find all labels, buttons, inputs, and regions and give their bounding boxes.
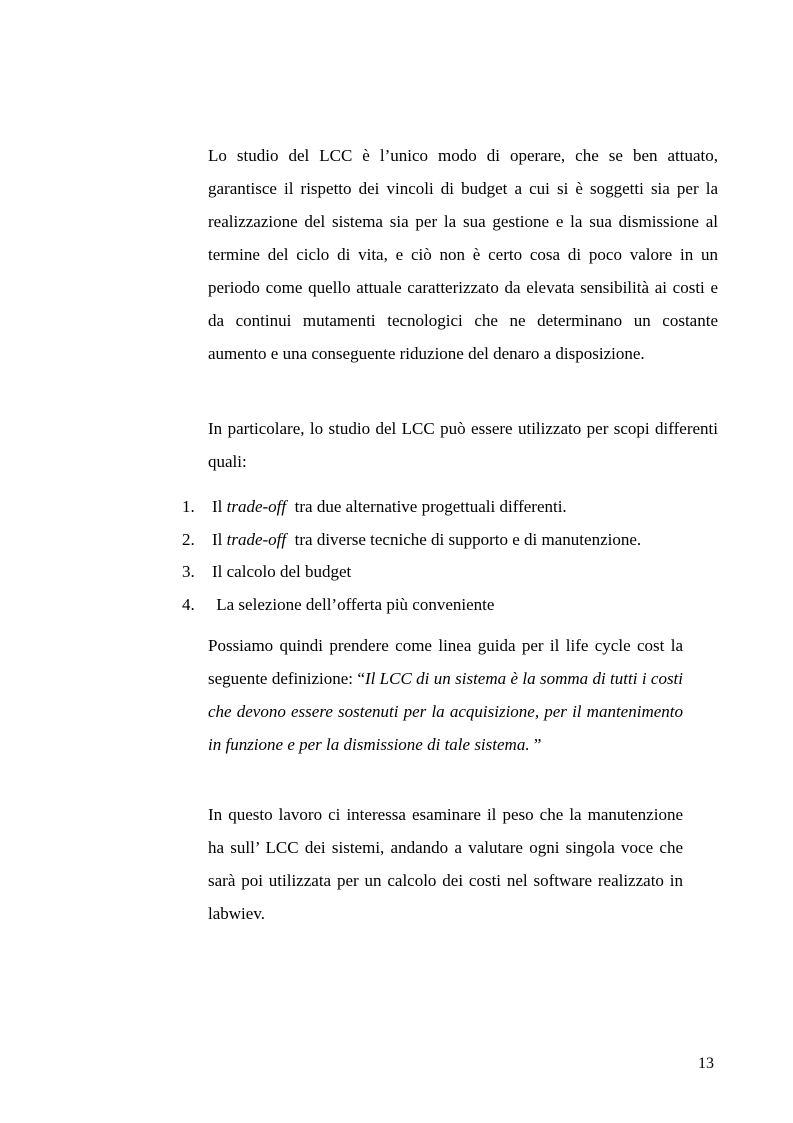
paragraph-maintenance: In questo lavoro ci interessa esaminare il peso che la manutenzione ha sull’ LCC dei sistemi, andando a valutare ogni singola voce che sarà poi utilizzata per un calcolo dei costi nel software realizzato in labwiev. (208, 805, 683, 923)
definition-intro: Possiamo quindi prendere come linea guida per il life cycle cost la seguente definizione: “ (208, 636, 683, 688)
paragraph-lcc-definition (208, 629, 683, 761)
page-number: 13 (698, 1055, 714, 1072)
list-item-number: 2. (182, 529, 195, 549)
list-item-italic: trade-off (226, 497, 287, 516)
list-item (182, 589, 641, 622)
list-item-number: 1. (182, 497, 195, 516)
definition-outro: ” (529, 735, 542, 754)
list-item (182, 491, 641, 524)
list-item (182, 556, 641, 589)
list-item-number: 4. (182, 594, 195, 614)
paragraph-lcc-uses: In particolare, lo studio del LCC può essere utilizzato per scopi differenti quali: (208, 419, 718, 471)
definition-quote: Il LCC di un sistema è la somma di tutti i costi che devono essere sostenuti per la acquisizione, per il mantenimento in funzione e per la dismissione di tale sistema. (208, 669, 684, 754)
list-item-number: 3. (182, 562, 195, 581)
list-item-prefix: Il (212, 497, 227, 516)
list-item-prefix: La selezione dell’offerta più conveniente (212, 594, 495, 614)
list-item-prefix: Il calcolo del budget (212, 562, 352, 581)
paragraph-lcc-intro: Lo studio del LCC è l’unico modo di operare, che se ben attuato, garantisce il rispetto dei vincoli di budget a cui si è soggetti sia per la realizzazione del sistema sia per la sua gestione e la sua dismissione al termine del ciclo di vita, e ciò non è certo cosa di poco valore in un periodo come quello attuale caratterizzato da elevata sensibilità ai costi e da continui mutamenti tecnologici che ne determinano un costante aumento e una conseguente riduzione del denaro a disposizione. (208, 146, 718, 363)
list-item (182, 524, 641, 557)
list-item-prefix: Il (212, 529, 227, 549)
list-item-suffix: tra diverse tecniche di supporto e di manutenzione. (286, 529, 642, 549)
list-item-italic: trade-off (226, 529, 287, 549)
list-item-suffix: tra due alternative progettuali differenti. (286, 497, 567, 516)
uses-list (182, 491, 641, 621)
